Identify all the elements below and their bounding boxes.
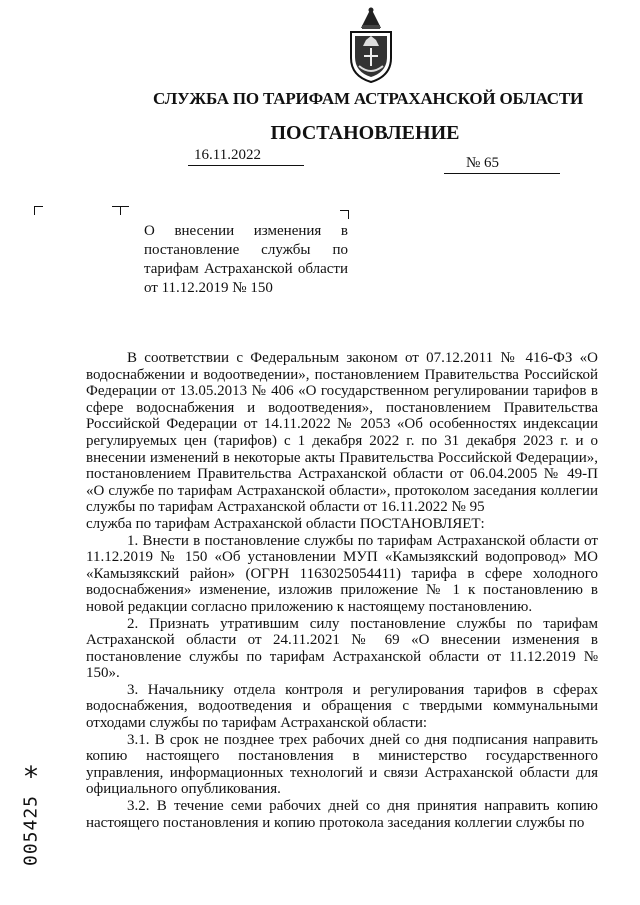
- registration-code: 005425: [20, 794, 42, 867]
- coat-of-arms-icon: [343, 6, 399, 84]
- clause-3-1: 3.1. В срок не позднее трех рабочих дней со дня подписания направить копию настоящего постановления в министерство государственного управления, информационных технологий и связи Астраханской области для официального опубликования.: [86, 731, 598, 798]
- document-body: [86, 350, 598, 831]
- corner-mark: [120, 206, 129, 215]
- resolution-line: служба по тарифам Астраханской области ПОСТАНОВЛЯЕТ:: [86, 515, 485, 532]
- document-date: 16.11.2022: [188, 147, 304, 166]
- document-number: № 65: [444, 155, 560, 174]
- clause-3: 3. Начальнику отдела контроля и регулирования тарифов в сферах водоснабжения, водоотведения и обращения с твердыми коммунальными отходами службы по тарифам Астраханской области:: [86, 681, 598, 732]
- document-subject: О внесении изменения в постановление службы по тарифам Астраханской области от 11.12.2019 № 150: [144, 223, 348, 296]
- clause-1: 1. Внести в постановление службы по тарифам Астраханской области от 11.12.2019 № 150 «Об установлении МУП «Камызякский водопровод» МО «Камызякский район» (ОГРН 1163025054411) тарифа в сфере холодного водоснабжения» изменение, изложив приложение № 1 к постановлению в новой редакции согласно приложению к настоящему постановлению.: [86, 532, 598, 615]
- registration-stamp: [16, 760, 46, 867]
- preamble-paragraph: В соответствии с Федеральным законом от 07.12.2011 № 416-ФЗ «О водоснабжении и водоотведении», постановлением Правительства Российской Федерации от 13.05.2013 № 406 «О государственном регулировании тарифов в сфере водоснабжения и водоотведения», постановлением Правительства Российской Федерации от 14.11.2022 № 2053 «Об особенностях индексации регулируемых цен (тарифов) с 1 декабря 2022 г. по 31 декабря 2023 г. и о внесении изменений в некоторые акты Правительства Российской Федерации», постановлением Правительства Астраханской области от 06.04.2005 № 49-П «О службе по тарифам Астраханской области», протоколом заседания коллегии службы по тарифам Астраханской области от 16.11.2022 № 95: [86, 350, 598, 516]
- corner-mark: [34, 206, 43, 215]
- clause-3-2: 3.2. В течение семи рабочих дней со дня принятия направить копию настоящего постановления и копию протокола заседания коллегии службы по: [86, 798, 598, 831]
- document-title: ПОСТАНОВЛЕНИЕ: [270, 122, 460, 144]
- clause-2: 2. Признать утратившим силу постановление службы по тарифам Астраханской области от 24.11.2021 № 69 «О внесении изменения в постановление службы по тарифам Астраханской области от 11.12.2019 № 150».: [86, 615, 598, 682]
- organization-name: СЛУЖБА ПО ТАРИФАМ АСТРАХАНСКОЙ ОБЛАСТИ: [152, 89, 584, 108]
- asterisk-mark: *: [24, 760, 38, 793]
- corner-mark: [340, 210, 349, 219]
